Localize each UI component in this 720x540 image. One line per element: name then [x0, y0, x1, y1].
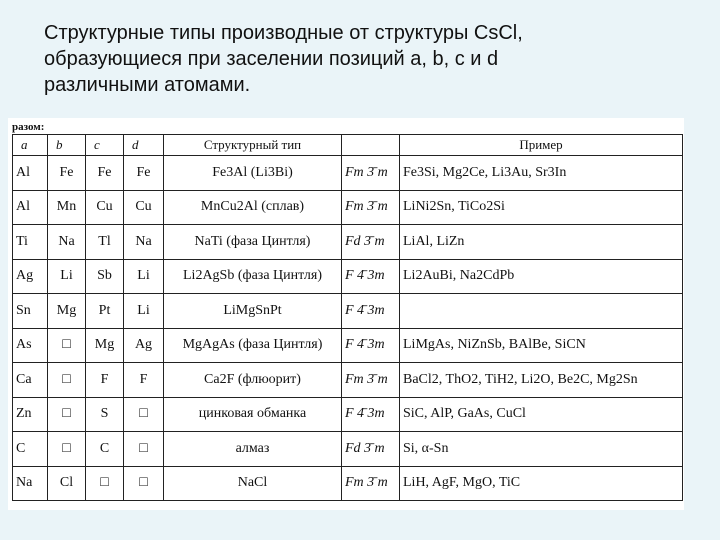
cell-a: Ag	[13, 259, 48, 294]
cell-structure-type: NaCl	[164, 466, 342, 501]
table-row	[13, 466, 683, 501]
cell-space-group: F 4̄ 3m	[342, 397, 400, 432]
scanned-table-image	[8, 118, 684, 510]
cell-c: Tl	[86, 225, 124, 260]
cell-example: BaCl2, ThO2, TiH2, Li2O, Be2C, Mg2Sn	[400, 363, 683, 398]
header-b: b	[48, 135, 86, 156]
cell-d: Na	[124, 225, 164, 260]
cell-structure-type: Li2AgSb (фаза Цинтля)	[164, 259, 342, 294]
cell-c: Cu	[86, 190, 124, 225]
cell-example	[400, 294, 683, 329]
header-example: Пример	[400, 135, 683, 156]
cell-a: Sn	[13, 294, 48, 329]
header-d: d	[124, 135, 164, 156]
title-line-1: Структурные типы производные от структуры CsCl,	[44, 22, 523, 44]
cell-space-group: Fm 3̄ m	[342, 363, 400, 398]
cell-c: C	[86, 432, 124, 467]
table-row	[13, 259, 683, 294]
cell-structure-type: LiMgSnPt	[164, 294, 342, 329]
cell-d: □	[124, 397, 164, 432]
header-space-group	[342, 135, 400, 156]
table-row	[13, 363, 683, 398]
cell-b: Na	[48, 225, 86, 260]
structure-types-table	[12, 134, 683, 501]
header-a: a	[13, 135, 48, 156]
cell-example: LiH, AgF, MgO, TiC	[400, 466, 683, 501]
cell-b: Mn	[48, 190, 86, 225]
cell-example: LiNi2Sn, TiCo2Si	[400, 190, 683, 225]
cell-space-group: Fm 3̄ m	[342, 156, 400, 191]
cell-c: S	[86, 397, 124, 432]
cell-c: Fe	[86, 156, 124, 191]
cell-b: □	[48, 432, 86, 467]
table-header-row	[13, 135, 683, 156]
cell-c: □	[86, 466, 124, 501]
cell-structure-type: Fe3Al (Li3Bi)	[164, 156, 342, 191]
cell-space-group: Fd 3̄ m	[342, 432, 400, 467]
table-row	[13, 190, 683, 225]
cell-c: Sb	[86, 259, 124, 294]
cell-a: Na	[13, 466, 48, 501]
cell-d: F	[124, 363, 164, 398]
cell-space-group: Fd 3̄ m	[342, 225, 400, 260]
cell-d: □	[124, 432, 164, 467]
cell-c: Mg	[86, 328, 124, 363]
table-row	[13, 432, 683, 467]
cell-a: Al	[13, 156, 48, 191]
cell-d: Li	[124, 259, 164, 294]
title-line-3: различными атомами.	[44, 74, 251, 96]
table-row	[13, 328, 683, 363]
cell-example: SiC, AlP, GaAs, CuCl	[400, 397, 683, 432]
cell-space-group: F 4̄ 3m	[342, 328, 400, 363]
corner-label: разом:	[12, 121, 45, 133]
cell-b: Li	[48, 259, 86, 294]
cell-space-group: Fm 3̄ m	[342, 190, 400, 225]
cell-a: Zn	[13, 397, 48, 432]
cell-structure-type: цинковая обманка	[164, 397, 342, 432]
cell-d: Cu	[124, 190, 164, 225]
cell-a: Ca	[13, 363, 48, 398]
cell-c: F	[86, 363, 124, 398]
cell-structure-type: Ca2F (флюорит)	[164, 363, 342, 398]
cell-example: LiMgAs, NiZnSb, BAlBe, SiCN	[400, 328, 683, 363]
table-row	[13, 225, 683, 260]
cell-d: Fe	[124, 156, 164, 191]
cell-b: □	[48, 328, 86, 363]
cell-space-group: F 4̄ 3m	[342, 259, 400, 294]
cell-d: Li	[124, 294, 164, 329]
cell-structure-type: MnCu2Al (сплав)	[164, 190, 342, 225]
cell-b: Mg	[48, 294, 86, 329]
cell-b: □	[48, 363, 86, 398]
table-row	[13, 294, 683, 329]
cell-c: Pt	[86, 294, 124, 329]
slide-title	[44, 20, 684, 98]
cell-a: Ti	[13, 225, 48, 260]
cell-a: Al	[13, 190, 48, 225]
table-row	[13, 397, 683, 432]
title-line-2: образующиеся при заселении позиций a, b, c и d	[44, 48, 499, 70]
header-c: c	[86, 135, 124, 156]
cell-space-group: Fm 3̄ m	[342, 466, 400, 501]
cell-example: Si, α-Sn	[400, 432, 683, 467]
cell-structure-type: NaTi (фаза Цинтля)	[164, 225, 342, 260]
cell-b: □	[48, 397, 86, 432]
cell-a: As	[13, 328, 48, 363]
cell-structure-type: алмаз	[164, 432, 342, 467]
cell-a: C	[13, 432, 48, 467]
table-row	[13, 156, 683, 191]
cell-example: Fe3Si, Mg2Ce, Li3Au, Sr3In	[400, 156, 683, 191]
cell-b: Fe	[48, 156, 86, 191]
cell-example: LiAl, LiZn	[400, 225, 683, 260]
cell-d: Ag	[124, 328, 164, 363]
cell-space-group: F 4̄ 3m	[342, 294, 400, 329]
cell-structure-type: MgAgAs (фаза Цинтля)	[164, 328, 342, 363]
header-structure-type: Структурный тип	[164, 135, 342, 156]
cell-b: Cl	[48, 466, 86, 501]
cell-example: Li2AuBi, Na2CdPb	[400, 259, 683, 294]
cell-d: □	[124, 466, 164, 501]
